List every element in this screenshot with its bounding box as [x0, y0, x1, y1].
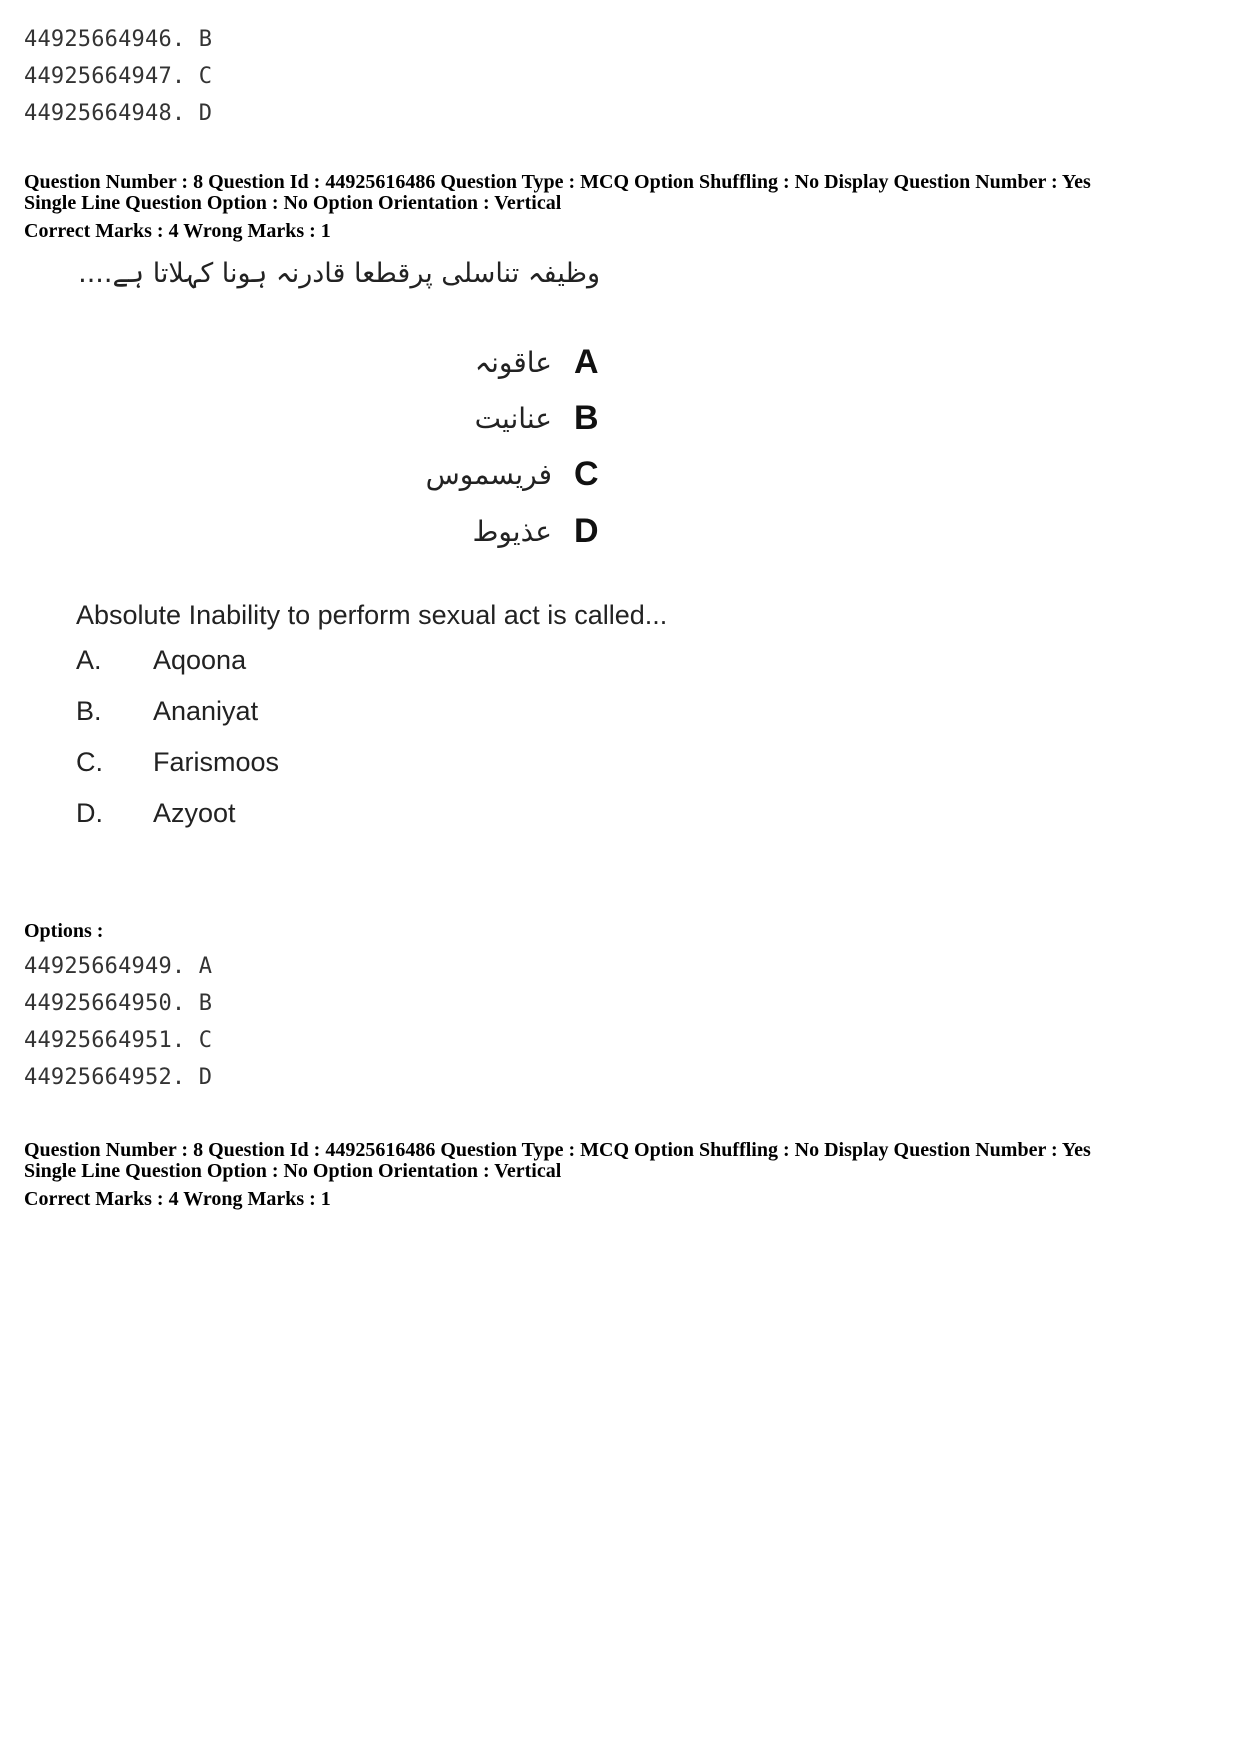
question-meta-line: Single Line Question Option : No Option Orientation : Vertical	[24, 192, 562, 214]
options-label: Options :	[24, 920, 104, 942]
question-meta-line: Question Number : 8 Question Id : 44925616486 Question Type : MCQ Option Shuffling : No Display Question Number : Yes	[24, 171, 1091, 193]
english-option-letter: D.	[76, 798, 103, 828]
english-option	[76, 686, 776, 737]
english-option-text: Ananiyat	[153, 696, 259, 726]
option-line: 44925664948. D	[24, 101, 213, 126]
question-metadata	[24, 1140, 1091, 1210]
english-option-text: Azyoot	[153, 798, 236, 828]
english-option-text: Aqoona	[153, 645, 247, 675]
option-line: 44925664951. C	[24, 1028, 213, 1053]
option-line: 44925664952. D	[24, 1065, 213, 1090]
question-meta-line: Question Number : 8 Question Id : 44925616486 Question Type : MCQ Option Shuffling : No Display Question Number : Yes	[24, 1139, 1091, 1161]
urdu-option-letter: C	[574, 454, 599, 493]
question-marks-line: Correct Marks : 4 Wrong Marks : 1	[24, 1188, 331, 1210]
english-option	[76, 737, 776, 788]
option-line: 44925664950. B	[24, 991, 213, 1016]
urdu-option-text: عذیوط	[472, 514, 552, 548]
english-option-letter: C.	[76, 747, 103, 777]
english-question-block	[76, 595, 776, 839]
english-option-letter: A.	[76, 645, 102, 675]
english-option-letter: B.	[76, 696, 102, 726]
urdu-option	[300, 503, 600, 559]
option-line: 44925664949. A	[24, 954, 213, 979]
question-metadata	[24, 172, 1091, 242]
urdu-question-block	[40, 258, 600, 558]
urdu-option-letter: B	[574, 398, 599, 437]
urdu-option-text: فریسموس	[425, 457, 552, 491]
question-marks-line: Correct Marks : 4 Wrong Marks : 1	[24, 220, 331, 242]
urdu-option-text: عنانیت	[474, 401, 552, 435]
urdu-question-text: وظیفہ تناسلی پرقطعا قادرنہ ہونا کہلاتا ہے....	[78, 258, 600, 289]
urdu-option-text: عاقونہ	[474, 345, 552, 379]
urdu-option	[300, 334, 600, 390]
previous-options-list	[24, 21, 212, 132]
urdu-option	[300, 390, 600, 446]
urdu-option	[300, 446, 600, 502]
option-line: 44925664946. B	[24, 27, 213, 52]
urdu-option-letter: D	[574, 511, 599, 550]
english-option	[76, 635, 776, 686]
english-option-text: Farismoos	[153, 747, 280, 777]
urdu-option-letter: A	[574, 342, 599, 381]
english-question-text: Absolute Inability to perform sexual act is called...	[76, 600, 668, 630]
options-list	[24, 948, 212, 1096]
question-meta-line: Single Line Question Option : No Option Orientation : Vertical	[24, 1160, 562, 1182]
option-line: 44925664947. C	[24, 64, 213, 89]
english-option	[76, 788, 776, 839]
